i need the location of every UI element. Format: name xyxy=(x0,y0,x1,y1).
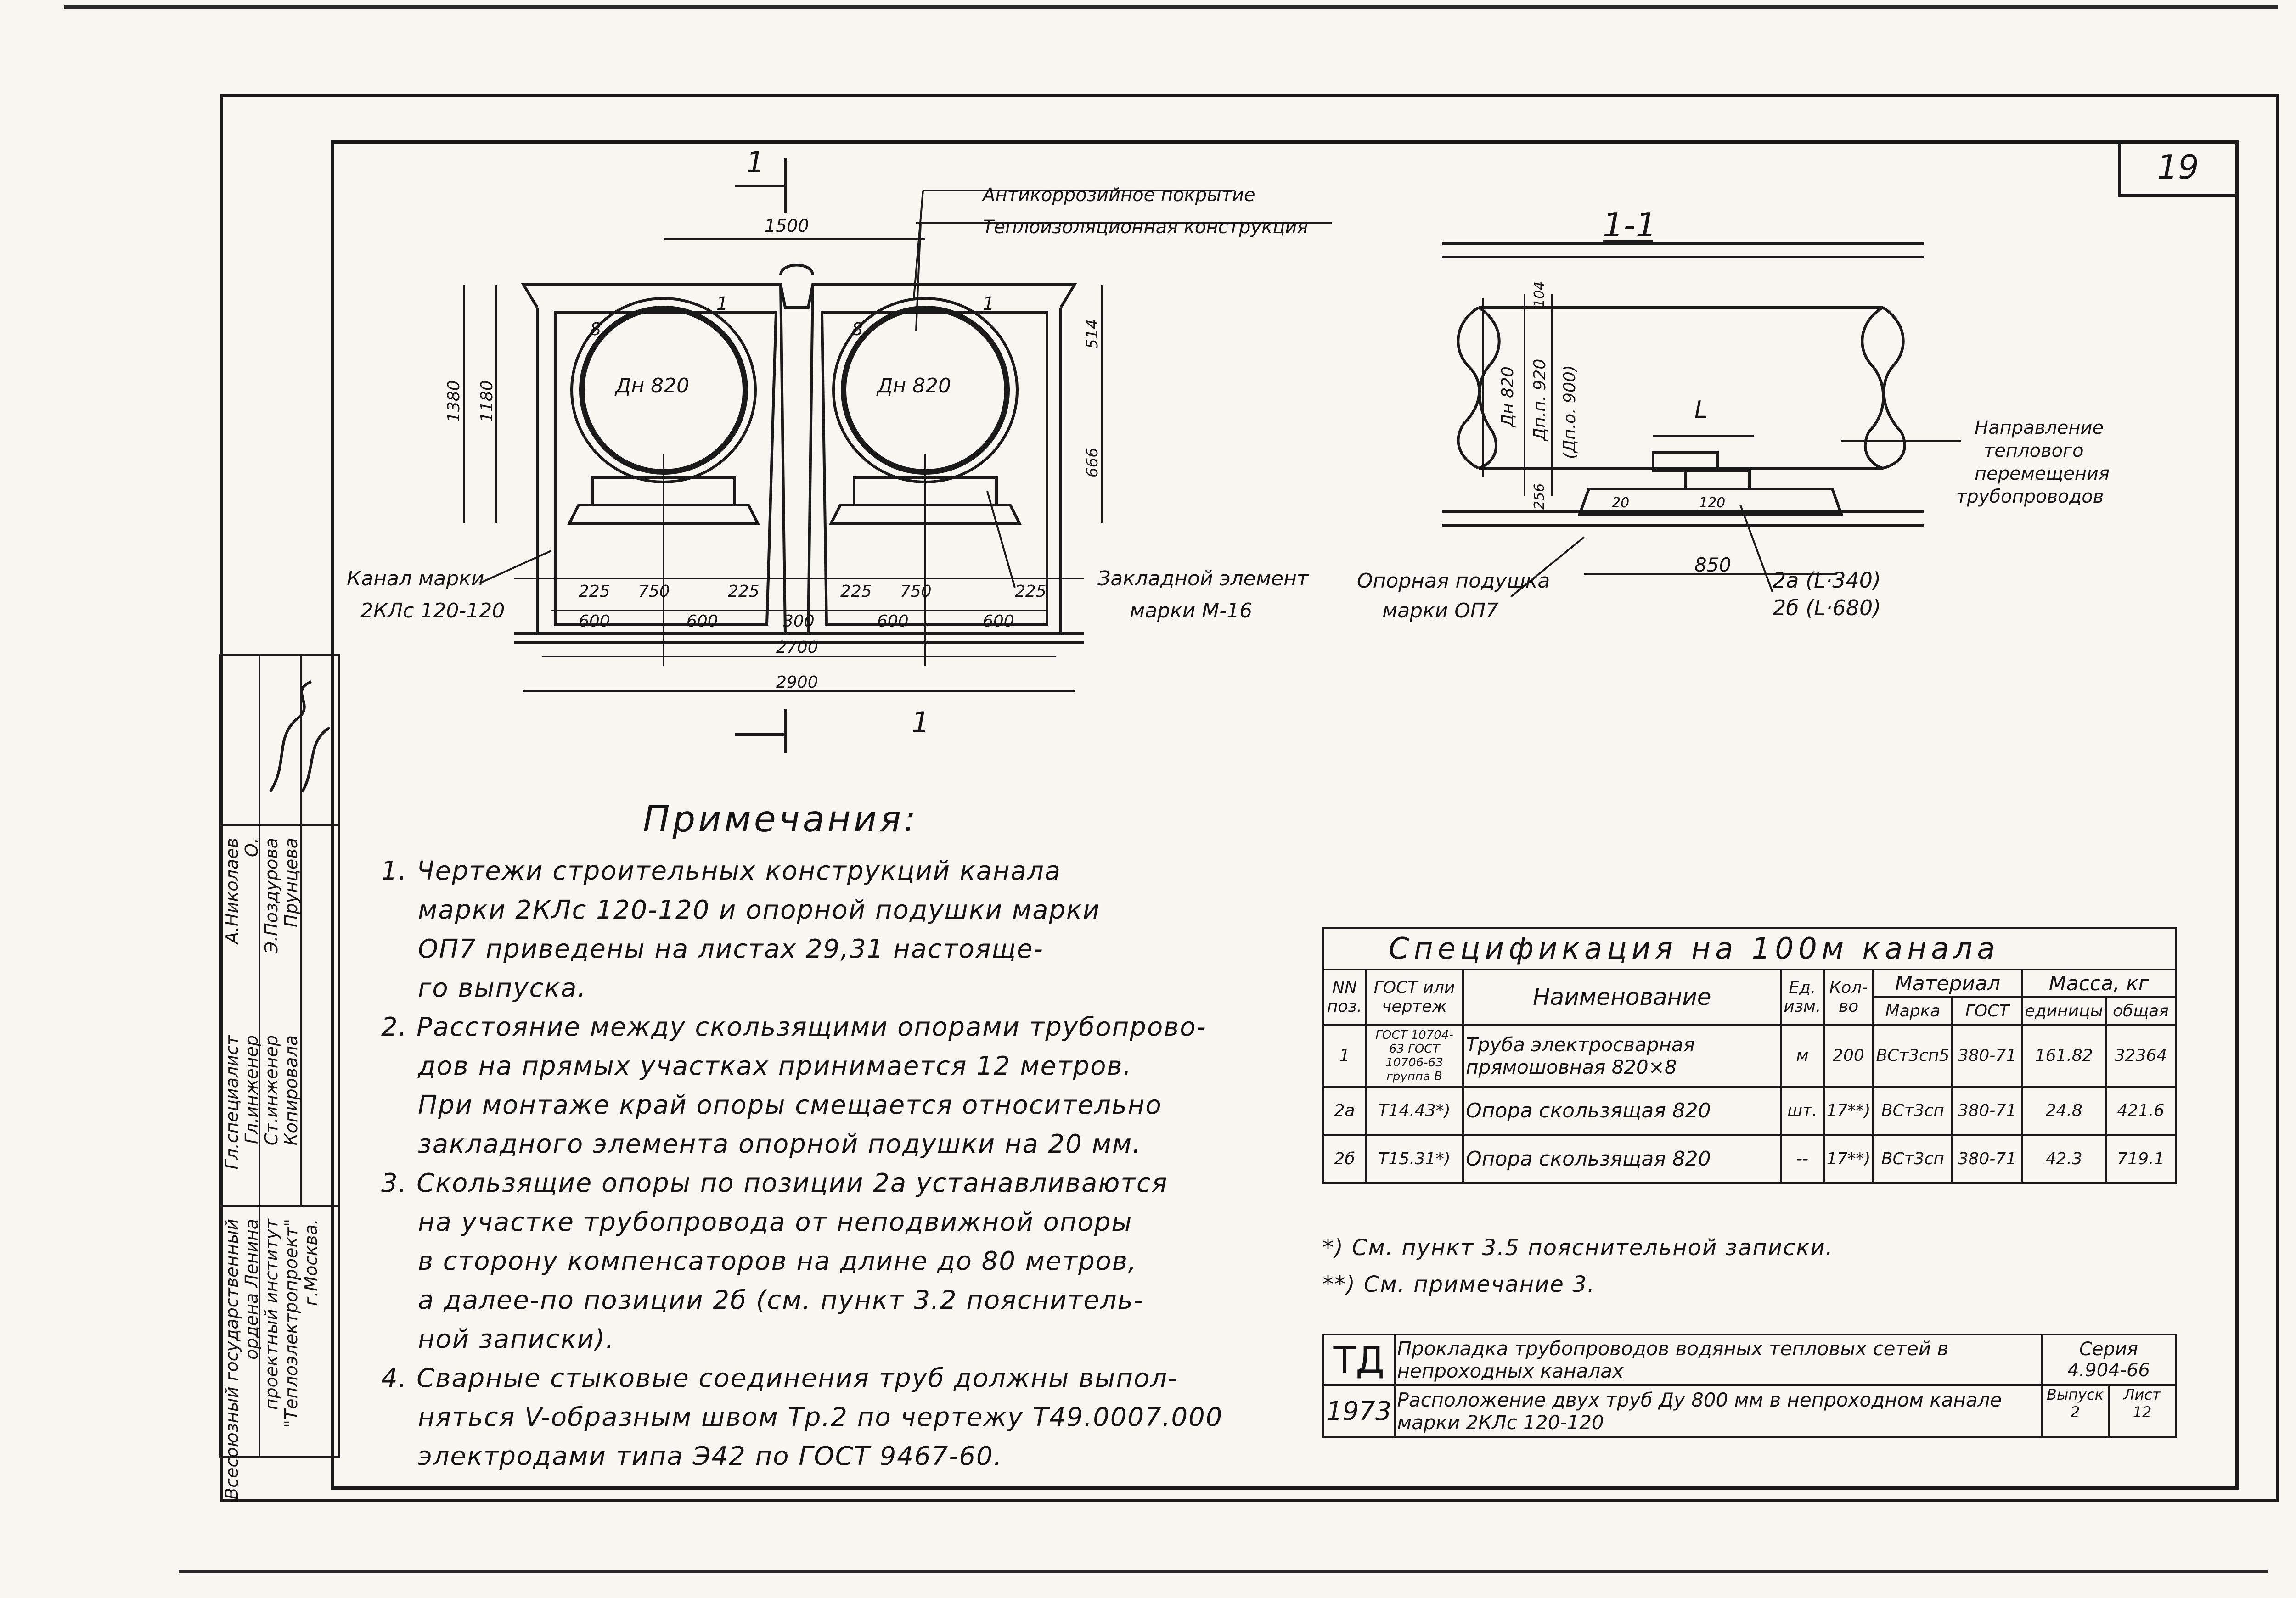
embedded-label-2: марки М-16 xyxy=(1130,599,1253,622)
note-line: 1. Чертежи строительных конструкций канала xyxy=(381,856,1062,886)
cell-unit-mass: 161.82 xyxy=(2022,1025,2106,1087)
dim-225-a: 225 xyxy=(579,582,610,601)
titleblock-year: 1973 xyxy=(1323,1385,1395,1437)
cell-mark: ВСт3сп xyxy=(1873,1087,1952,1135)
dim-225-b: 225 xyxy=(728,582,760,601)
issue-cell xyxy=(2043,1386,2110,1436)
titleblock-title-1: Прокладка трубопроводов водяных тепловых сетей в непроходных каналах xyxy=(1395,1334,2042,1385)
col-mat-gost: ГОСТ xyxy=(1952,997,2022,1025)
cell-gost: Т14.43*) xyxy=(1366,1087,1463,1135)
issue-value: 2 xyxy=(2070,1403,2080,1421)
col-qty: Кол- во xyxy=(1824,970,1874,1025)
cell-unit-mass: 24.8 xyxy=(2022,1087,2106,1135)
cell-gost: ГОСТ 10704-63 ГОСТ 10706-63 группа В xyxy=(1366,1025,1463,1087)
embedded-label-1: Закладной элемент xyxy=(1097,567,1309,590)
section-L: L xyxy=(1694,396,1708,424)
cell-unit: м xyxy=(1781,1025,1823,1087)
cell-qty: 17**) xyxy=(1824,1135,1874,1183)
sheet-number: 19 xyxy=(2118,140,2235,197)
col-mass-unit: единицы xyxy=(2022,997,2106,1025)
cell-name: Опора скользящая 820 xyxy=(1463,1135,1781,1183)
col-gost: ГОСТ или чертеж xyxy=(1366,970,1463,1025)
cell-mark: ВСт3сп5 xyxy=(1873,1025,1952,1087)
pos-1-right: 1 xyxy=(983,293,995,314)
pipe-label-left: Дн 820 xyxy=(615,374,690,398)
dim-300: 300 xyxy=(783,612,815,631)
pos-1-left: 1 xyxy=(716,293,728,314)
issue-label: Выпуск xyxy=(2047,1386,2104,1403)
thickness-right: 8 xyxy=(852,319,863,339)
col-mat-mark: Марка xyxy=(1873,997,1952,1025)
role-3: Ст.инженер xyxy=(261,1035,281,1146)
col-name: Наименование xyxy=(1463,970,1781,1025)
name-2: О. xyxy=(242,838,262,857)
spec-title: Спецификация на 100м канала xyxy=(1323,928,2176,970)
channel-label-1: Канал марки xyxy=(347,567,484,590)
cell-unit: шт. xyxy=(1781,1087,1823,1135)
dim-600-c: 600 xyxy=(877,612,909,631)
note-line: марки 2КЛс 120-120 и опорной подушки марки xyxy=(418,895,1101,925)
section-mark-top: 1 xyxy=(746,146,765,179)
dim-2700: 2700 xyxy=(776,638,818,657)
cell-mat-gost: 380-71 xyxy=(1952,1025,2022,1087)
cell-pos: 2б xyxy=(1323,1135,1366,1183)
role-4: Копировала xyxy=(281,1035,301,1146)
name-3: Э.Поздурова xyxy=(261,838,281,954)
pipe-label-right: Дн 820 xyxy=(877,374,951,398)
coating-callout: Антикоррозийное покрытие xyxy=(983,185,1255,206)
cell-gost: Т15.31*) xyxy=(1366,1135,1463,1183)
cell-mat-gost: 380-71 xyxy=(1952,1087,2022,1135)
section-1-1 xyxy=(1332,184,2204,643)
title-block xyxy=(1322,1334,2177,1438)
sheet-label: Лист xyxy=(2123,1386,2161,1403)
support-pad-label-1: Опорная подушка xyxy=(1357,569,1550,593)
footnote-2: **) См. примечание 3. xyxy=(1322,1272,1595,1297)
direction-line-1: Направление xyxy=(1975,417,2104,438)
cell-unit-mass: 42.3 xyxy=(2022,1135,2106,1183)
dim-225-d: 225 xyxy=(1015,582,1047,601)
note-line: няться V-образным швом Тр.2 по чертежу Т49.0007.000 xyxy=(418,1402,1223,1432)
direction-line-4: трубопроводов xyxy=(1956,486,2104,507)
org-line-5: г.Москва. xyxy=(301,1219,321,1306)
note-line: ОП7 приведены на листах 29,31 настояще- xyxy=(418,934,1044,964)
org-line-1: Всесоюзный государственный xyxy=(222,1219,242,1500)
direction-line-3: перемещения xyxy=(1975,463,2110,484)
section-dpp: Дп.п. 920 xyxy=(1531,359,1549,441)
cell-name: Опора скользящая 820 xyxy=(1463,1087,1781,1135)
cell-total: 32364 xyxy=(2106,1025,2176,1087)
support-pad-label-2: марки ОП7 xyxy=(1382,599,1498,622)
direction-line-2: теплового xyxy=(1984,440,2084,461)
section-d104: 104 xyxy=(1531,281,1548,308)
name-1: А.Николаев xyxy=(222,838,242,944)
note-line: ной записки). xyxy=(418,1324,615,1354)
channel-cross-section xyxy=(321,138,1332,757)
cell-qty: 17**) xyxy=(1824,1087,1874,1135)
pos-2b-label: 2б (L·680) xyxy=(1773,595,1881,620)
col-mass: Масса, кг xyxy=(2022,970,2176,997)
section-title: 1-1 xyxy=(1603,206,1657,244)
cell-mark: ВСт3сп xyxy=(1873,1135,1952,1183)
note-line: При монтаже край опоры смещается относительно xyxy=(418,1090,1162,1120)
dim-750-b: 750 xyxy=(900,582,932,601)
dim-666: 666 xyxy=(1083,448,1102,477)
org-line-4: "Теплоэлектропроект" xyxy=(281,1219,301,1428)
role-1: Гл.специалист xyxy=(222,1035,242,1170)
signature xyxy=(261,673,339,810)
footnote-1: *) См. пункт 3.5 пояснительной записки. xyxy=(1322,1235,1834,1261)
col-mass-total: общая xyxy=(2106,997,2176,1025)
col-material: Материал xyxy=(1873,970,2022,997)
note-line: в сторону компенсаторов на длине до 80 метров, xyxy=(418,1246,1137,1276)
note-line: 3. Скользящие опоры по позиции 2а устанавливаются xyxy=(381,1168,1168,1198)
name-4: Прунцева xyxy=(281,838,301,927)
titleblock-series xyxy=(2042,1334,2176,1385)
section-d120: 120 xyxy=(1699,495,1726,511)
section-mark-bottom: 1 xyxy=(912,706,930,739)
note-line: закладного элемента опорной подушки на 20 мм. xyxy=(418,1129,1142,1159)
note-line: го выпуска. xyxy=(418,973,587,1003)
bottom-border-line xyxy=(179,1570,2268,1573)
specification-table xyxy=(1322,927,2177,1184)
table-row xyxy=(1323,1025,2176,1087)
note-line: на участке трубопровода от неподвижной опоры xyxy=(418,1207,1133,1237)
top-border-line xyxy=(64,5,2278,9)
dim-1380: 1380 xyxy=(445,380,463,422)
note-line: электродами типа Э42 по ГОСТ 9467-60. xyxy=(418,1441,1003,1471)
dim-1500: 1500 xyxy=(765,216,809,236)
sheet-cell xyxy=(2110,1386,2175,1436)
series-value: 4.904-66 xyxy=(2067,1360,2150,1381)
section-dn: Дн 820 xyxy=(1498,366,1517,427)
note-line: а далее-по позиции 2б (см. пункт 3.2 пояснитель- xyxy=(418,1285,1144,1315)
cell-name: Труба электросварная прямошовная 820×8 xyxy=(1463,1025,1781,1087)
dim-225-c: 225 xyxy=(840,582,872,601)
col-pos: NN поз. xyxy=(1323,970,1366,1025)
table-row xyxy=(1323,1087,2176,1135)
section-dpo: (Дп.о. 900) xyxy=(1560,365,1579,459)
note-line: 4. Сварные стыковые соединения труб должны выпол- xyxy=(381,1363,1178,1393)
cell-qty: 200 xyxy=(1824,1025,1874,1087)
note-line: дов на прямых участках принимается 12 метров. xyxy=(418,1051,1132,1081)
cell-total: 719.1 xyxy=(2106,1135,2176,1183)
dim-600-d: 600 xyxy=(983,612,1014,631)
dim-750-a: 750 xyxy=(638,582,670,601)
titleblock-issue-sheet xyxy=(2042,1385,2176,1437)
titleblock-title-2: Расположение двух труб Ду 800 мм в непроходном канале марки 2КЛс 120-120 xyxy=(1395,1385,2042,1437)
section-d256: 256 xyxy=(1531,483,1548,510)
insulation-callout: Теплоизоляционная конструкция xyxy=(983,217,1308,238)
cell-total: 421.6 xyxy=(2106,1087,2176,1135)
dim-600-b: 600 xyxy=(687,612,718,631)
col-unit: Ед. изм. xyxy=(1781,970,1823,1025)
titleblock-code: ТД xyxy=(1323,1334,1395,1385)
sheet-value: 12 xyxy=(2133,1403,2152,1421)
dim-2900: 2900 xyxy=(776,673,818,692)
notes-title: Примечания: xyxy=(643,799,919,840)
dim-1180: 1180 xyxy=(478,380,496,422)
section-d20: 20 xyxy=(1612,495,1630,511)
channel-label-2: 2КЛс 120-120 xyxy=(360,599,505,622)
org-line-3: проектный институт xyxy=(261,1219,281,1410)
series-label: Серия xyxy=(2079,1339,2138,1360)
cell-pos: 2а xyxy=(1323,1087,1366,1135)
org-line-2: ордена Ленина xyxy=(242,1219,262,1360)
dim-600-a: 600 xyxy=(579,612,610,631)
cell-unit: -- xyxy=(1781,1135,1823,1183)
cell-pos: 1 xyxy=(1323,1025,1366,1087)
dim-514: 514 xyxy=(1083,319,1102,349)
role-2: Гл.инженер xyxy=(242,1035,262,1144)
note-line: 2. Расстояние между скользящими опорами трубопрово- xyxy=(381,1012,1207,1042)
approval-stamp xyxy=(219,654,340,1500)
pos-2a-label: 2а (L·340) xyxy=(1773,568,1881,593)
thickness-left: 8 xyxy=(590,319,602,339)
table-row xyxy=(1323,1135,2176,1183)
cell-mat-gost: 380-71 xyxy=(1952,1135,2022,1183)
section-d850: 850 xyxy=(1694,554,1732,576)
